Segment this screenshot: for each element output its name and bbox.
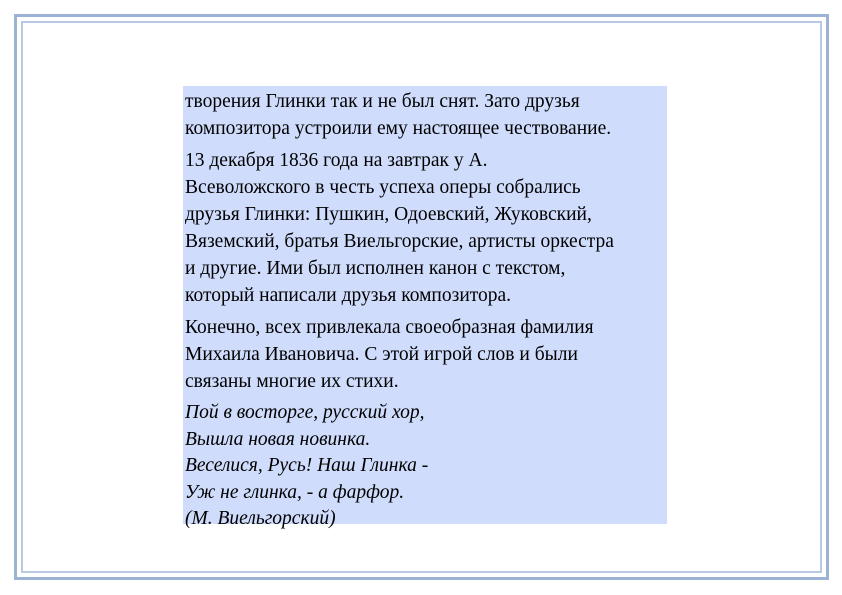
paragraph-surname: Конечно, всех привлекала своеобразная фамилия Михаила Ивановича. С этой игрой слов и были связаны многие их стихи. [185, 317, 594, 392]
poem-attribution: (М. Виельгорский) [185, 508, 336, 529]
poem-line: Уж не глинка, - а фарфор. [185, 481, 405, 503]
paragraph-breakfast: 13 декабря 1836 года на завтрак у А. Всеволожского в честь успеха оперы собрались друзья Глинки: Пушкин, Одоевский, Жуковский, Вяземский, братья Виельгорские, артисты оркестра и другие. Ими был исполнен канон с текстом, который написали друзья композитора. [185, 150, 614, 306]
paragraph-premiere: творения Глинки так и не был снят. Зато друзья композитора устроили ему настоящее чествование. [185, 91, 612, 139]
poem-line: Вышла новая новинка. [185, 428, 371, 450]
poem-line: Пой в восторге, русский хор, [185, 402, 425, 423]
poem-line: Веселися, Русь! Наш Глинка - [185, 455, 429, 476]
text-box [183, 86, 667, 529]
poem [185, 400, 667, 533]
